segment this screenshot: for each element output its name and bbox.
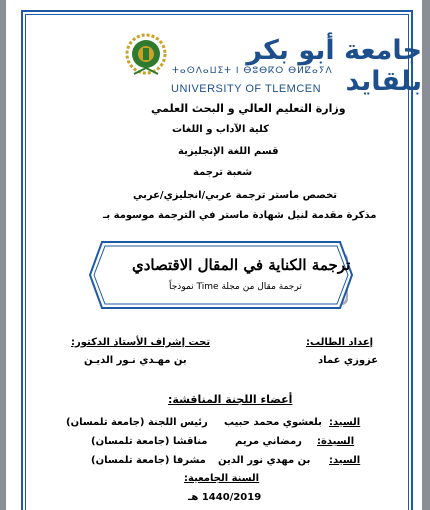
member-title: السيدة: (317, 436, 355, 447)
member-name: بن مهدي نور الدين (218, 455, 311, 466)
member-role: مناقشا (جامعة تلمسان) (91, 436, 208, 447)
student-name: عزوزي عماد (318, 355, 379, 366)
member-role: رئيس اللجنة (جامعة تلمسان) (66, 417, 208, 428)
committee-label: أعضاء اللجنة المناقشة: (168, 393, 293, 406)
member-role: مشرفا (جامعة تلمسان) (91, 455, 206, 466)
university-name-english: UNIVERSITY OF TLEMCEN (171, 83, 322, 95)
member-name: رمضاني مريم (235, 436, 302, 447)
supervisor-label: تحت إشراف الأستاذ الدكتور: (71, 337, 211, 348)
university-name-amazigh: ⵜⴰⵙⴷⴰⵡⵉⵜ ⵏ ⴱⵓⴱⴽⵔ ⴱⵍⵇⴰⵢⴷ (172, 66, 333, 76)
thesis-subtitle: ترجمة مقال من مجلة Time نموذجاً (169, 282, 302, 292)
faculty-line: كلية الآداب و اللغات (172, 124, 269, 135)
supervisor-name: بن مهـدي نـور الديـن (84, 355, 187, 366)
document-page (6, 0, 422, 510)
academic-year-value: 1440/2019 هـ (188, 492, 262, 503)
member-name: بلعشوي محمد حبيب (224, 417, 322, 428)
thesis-purpose-line: مذكرة مقدمة لنيل شهادة ماستر في الترجمة موسومة بـ (103, 210, 377, 221)
academic-year-label: السنة الجامعية: (184, 473, 260, 484)
thesis-title: ترجمة الكناية في المقال الاقتصادي (132, 256, 351, 274)
title-frame (88, 240, 354, 310)
university-name-arabic: جامعة أبو بكر بلقايد (246, 35, 422, 97)
university-emblem-icon (124, 30, 168, 80)
student-label: إعداد الطالب: (306, 337, 374, 348)
branch-line: شعبة ترجمة (193, 167, 253, 178)
department-line: قسم اللغة الإنجليزية (178, 146, 279, 157)
ministry-line: وزارة التعليم العالي و البحث العلمي (151, 102, 346, 115)
member-title: السيد: (329, 455, 361, 466)
member-title: السيد: (329, 417, 361, 428)
specialty-line: تخصص ماستر ترجمة عربي/انجليزي/عربي (133, 190, 338, 201)
